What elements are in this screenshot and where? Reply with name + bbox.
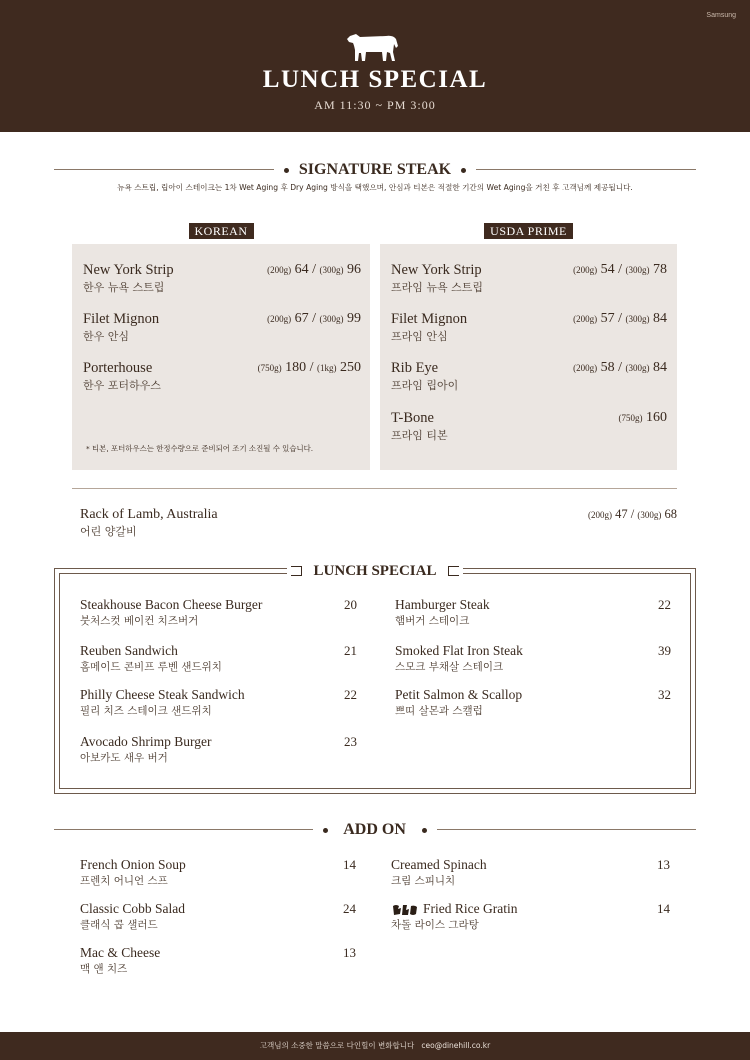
korean-tag: KOREAN [189,223,254,239]
item-price: 22 [344,687,357,702]
item-price: (200g) 57 / (300g) 84 [573,311,667,326]
item-korean-name: 쁘띠 살몬과 스캘럽 [395,705,483,717]
menu-item [83,311,361,344]
menu-item [391,262,667,295]
addon-title: ADD ON [343,821,406,838]
item-price: (200g) 47 / (300g) 68 [588,507,677,521]
item-korean-name: 어린 양갈비 [80,525,137,538]
item-price: (200g) 58 / (300g) 84 [573,360,667,375]
item-name: Reuben Sandwich [80,643,178,658]
item-name: Filet Mignon [391,311,468,327]
item-name: Steakhouse Bacon Cheese Burger [80,597,263,612]
item-price: (750g) 180 / (1kg) 250 [257,360,361,375]
footer-bar [0,1032,750,1060]
list-item [80,901,356,932]
menu-item [83,360,361,393]
item-korean-name: 붓처스컷 베이컨 치즈버거 [80,615,199,627]
item-korean-name: 필리 치즈 스테이크 샌드위치 [80,705,212,717]
item-price: 22 [658,597,671,612]
item-name: New York Strip [83,262,174,278]
menu-item [83,262,361,295]
signature-heading [0,159,750,179]
page-title: LUNCH SPECIAL [262,66,488,93]
item-name: Filet Mignon [83,311,160,327]
item-price: 39 [658,643,671,658]
item-price: 13 [657,857,670,872]
item-price: 20 [344,597,357,612]
list-item [395,687,671,718]
list-item [80,734,357,765]
list-item [395,597,671,628]
item-name: Rack of Lamb, Australia [80,507,218,522]
item-korean-name: 크림 스피니치 [391,875,456,887]
menu-item [391,311,667,344]
heading-ornament [291,566,302,576]
menu-item [391,360,667,393]
list-item [80,945,356,976]
list-item [395,643,671,674]
item-price: 14 [657,901,670,916]
item-name: Philly Cheese Steak Sandwich [80,687,245,702]
brand-label: Samsung [706,12,736,19]
item-price: (200g) 64 / (300g) 96 [267,262,361,277]
item-korean-name: 한우 안심 [83,330,130,343]
item-name: Hamburger Steak [395,597,490,612]
item-price: (750g) 160 [618,410,667,425]
item-name: Avocado Shrimp Burger [80,734,212,749]
item-price: 14 [343,857,356,872]
item-name: French Onion Soup [80,857,186,872]
new-menu-badge-icon [391,903,419,917]
item-korean-name: 홈메이드 콘비프 루벤 샌드위치 [80,661,222,673]
usda-tag-wrap [380,220,677,239]
item-price: (200g) 67 / (300g) 99 [267,311,361,326]
item-korean-name: 맥 앤 치즈 [80,963,128,975]
list-item [80,643,357,674]
item-price: (200g) 54 / (300g) 78 [573,262,667,277]
list-item [391,901,670,932]
item-name: Classic Cobb Salad [80,901,185,916]
item-korean-name: 프라임 안심 [391,330,448,343]
lunch-heading [0,560,750,580]
item-name: Rib Eye [391,360,439,376]
item-korean-name: 클래식 콥 샐러드 [80,919,158,931]
bullet-dot [461,168,466,173]
item-korean-name: 차돌 라이스 그라탕 [391,919,479,931]
bullet-dot [422,828,427,833]
item-name-row [391,901,670,917]
item-korean-name: 햄버거 스테이크 [395,615,470,627]
item-name: Petit Salmon & Scallop [395,687,523,702]
bullet-dot [284,168,289,173]
bullet-dot [323,828,328,833]
item-name: Mac & Cheese [80,945,161,960]
usda-tag: USDA PRIME [484,223,573,239]
item-name: Smoked Flat Iron Steak [395,643,523,658]
korean-tag-wrap [72,220,370,239]
item-price: 24 [343,901,356,916]
item-korean-name: 한우 뉴욕 스트립 [83,281,165,294]
list-item [80,687,357,718]
opening-hours: AM 11:30 ~ PM 3:00 [314,98,436,112]
list-item [80,597,357,628]
item-price: 23 [344,734,357,749]
item-korean-name: 프라임 티본 [391,429,448,442]
lunch-title: LUNCH SPECIAL [308,563,443,579]
heading-ornament [448,566,459,576]
list-item [80,857,356,888]
menu-item [391,410,667,443]
aging-note: 뉴욕 스트립, 립아이 스테이크는 1차 Wet Aging 후 Dry Aging 방식을 택했으며, 안심과 티본은 적절한 기간의 Wet Aging을 거친 후 고객님께 제공됩니다. [117,183,633,192]
item-name: New York Strip [391,262,482,278]
menu-item-lamb [80,507,677,539]
item-name: Porterhouse [83,360,153,376]
item-korean-name: 아보카도 새우 버거 [80,752,168,764]
item-name: Creamed Spinach [391,857,487,872]
addon-heading [0,819,750,839]
item-name: Fried Rice Gratin [423,901,518,916]
item-korean-name: 프렌치 어니언 스프 [80,875,168,887]
korean-footnote: * 티본, 포터하우스는 한정수량으로 준비되어 조기 소진될 수 있습니다. [86,444,314,453]
item-name: T-Bone [391,410,434,426]
item-korean-name: 프라임 뉴욕 스트립 [391,281,484,294]
divider [72,488,677,489]
list-item [391,857,670,888]
item-price: 21 [344,643,357,658]
item-price: 32 [658,687,671,702]
footer-email[interactable]: ceo@dinehill.co.kr [421,1041,491,1050]
cow-icon [346,28,402,62]
signature-title: SIGNATURE STEAK [298,161,452,178]
item-korean-name: 한우 포터하우스 [83,379,161,392]
item-price: 13 [343,945,356,960]
item-korean-name: 스모크 부채살 스테이크 [395,661,504,673]
footer-text: 고객님의 소중한 말씀으로 다인힐이 변화합니다 [259,1041,415,1050]
item-korean-name: 프라임 립아이 [391,379,459,392]
